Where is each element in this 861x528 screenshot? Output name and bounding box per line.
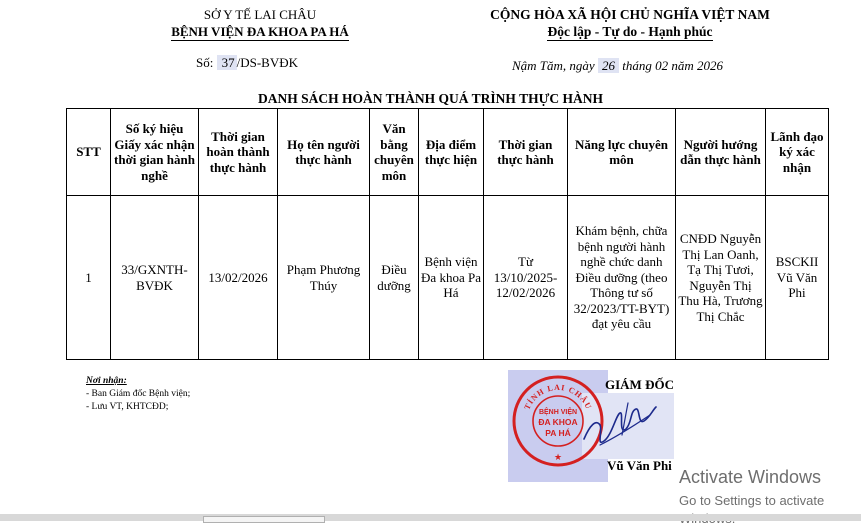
cell-stt: 1 [67, 196, 111, 360]
table-header-row [67, 109, 829, 196]
stamp-ring-text: TỈNH LAI CHÂU [522, 382, 594, 412]
cell-practitioner-name: Phạm Phương Thúy [278, 196, 370, 360]
document-number [196, 55, 298, 71]
stamp-line-1: BỆNH VIỆN [538, 409, 578, 416]
cell-location: Bệnh viện Đa khoa Pa Há [419, 196, 484, 360]
cell-supervisors: CNĐD Nguyễn Thị Lan Oanh, Tạ Thị Tươi, Nguyễn Thị Thu Hà, Trương Thị Chắc [676, 196, 766, 360]
col-header-practitioner-name: Họ tên người thực hành [278, 109, 370, 196]
document-number-suffix: /DS-BVĐK [236, 55, 298, 70]
issuing-organization [150, 6, 370, 41]
date-suffix: tháng 02 năm 2026 [622, 58, 723, 73]
cell-certificate-number: 33/GXNTH-BVĐK [111, 196, 199, 360]
watermark-line-2: Go to Settings to activate [679, 493, 825, 508]
signer-title: GIÁM ĐỐC [605, 377, 674, 392]
date-day: 26 [598, 58, 619, 73]
signer-name: Vũ Văn Phi [607, 458, 672, 473]
cell-qualification: Điều dưỡng [370, 196, 419, 360]
col-header-supervisors: Người hướng dẫn thực hành [676, 109, 766, 196]
col-header-competency: Năng lực chuyên môn [568, 109, 676, 196]
recipients-block [86, 375, 190, 414]
recipient-item: - Ban Giám đốc Bệnh viện; [86, 389, 191, 399]
recipient-item: - Lưu VT, KHTCĐD; [86, 402, 169, 412]
cell-completion-time: 13/02/2026 [199, 196, 278, 360]
place-date [512, 58, 723, 74]
col-header-practice-period: Thời gian thực hành [484, 109, 568, 196]
document-title: DANH SÁCH HOÀN THÀNH QUÁ TRÌNH THỰC HÀNH [258, 91, 603, 106]
cell-practice-period: Từ 13/10/2025-12/02/2026 [484, 196, 568, 360]
cell-competency: Khám bệnh, chữa bệnh người hành nghề chức danh Điều dưỡng (theo Thông tư số 32/2023/TT-BYT) đạt yêu cầu [568, 196, 676, 360]
practice-completion-table [66, 108, 829, 360]
department-name: SỞ Y TẾ LAI CHÂU [203, 7, 317, 22]
stamp-star-icon: ★ [553, 452, 563, 462]
cell-approver: BSCKII Vũ Văn Phi [766, 196, 829, 360]
table-row [67, 196, 829, 360]
date-prefix: Nậm Tăm, ngày [512, 58, 595, 73]
recipients-title: Nơi nhận: [86, 376, 127, 386]
stamp-line-2: ĐA KHOA [538, 417, 578, 427]
col-header-stt: STT [67, 109, 111, 196]
stamp-line-3: PA HÁ [545, 428, 571, 438]
national-motto: Độc lập - Tự do - Hạnh phúc [547, 24, 713, 39]
handwritten-signature [580, 395, 660, 455]
col-header-completion-time: Thời gian hoàn thành thực hành [199, 109, 278, 196]
horizontal-scrollbar[interactable] [0, 514, 861, 521]
col-header-location: Địa điểm thực hiện [419, 109, 484, 196]
document-number-label: Số: [196, 55, 214, 70]
national-header [470, 6, 790, 41]
scrollbar-thumb[interactable] [203, 516, 325, 523]
col-header-qualification: Văn bằng chuyên môn [370, 109, 419, 196]
col-header-approver: Lãnh đạo ký xác nhận [766, 109, 829, 196]
hospital-name: BỆNH VIỆN ĐA KHOA PA HÁ [171, 24, 349, 39]
document-number-value: 37 [217, 55, 237, 70]
col-header-certificate-number: Số ký hiệu Giấy xác nhận thời gian hành nghề [111, 109, 199, 196]
country-name: CỘNG HÒA XÃ HỘI CHỦ NGHĨA VIỆT NAM [490, 7, 770, 22]
watermark-line-1: Activate Windows [679, 467, 822, 487]
